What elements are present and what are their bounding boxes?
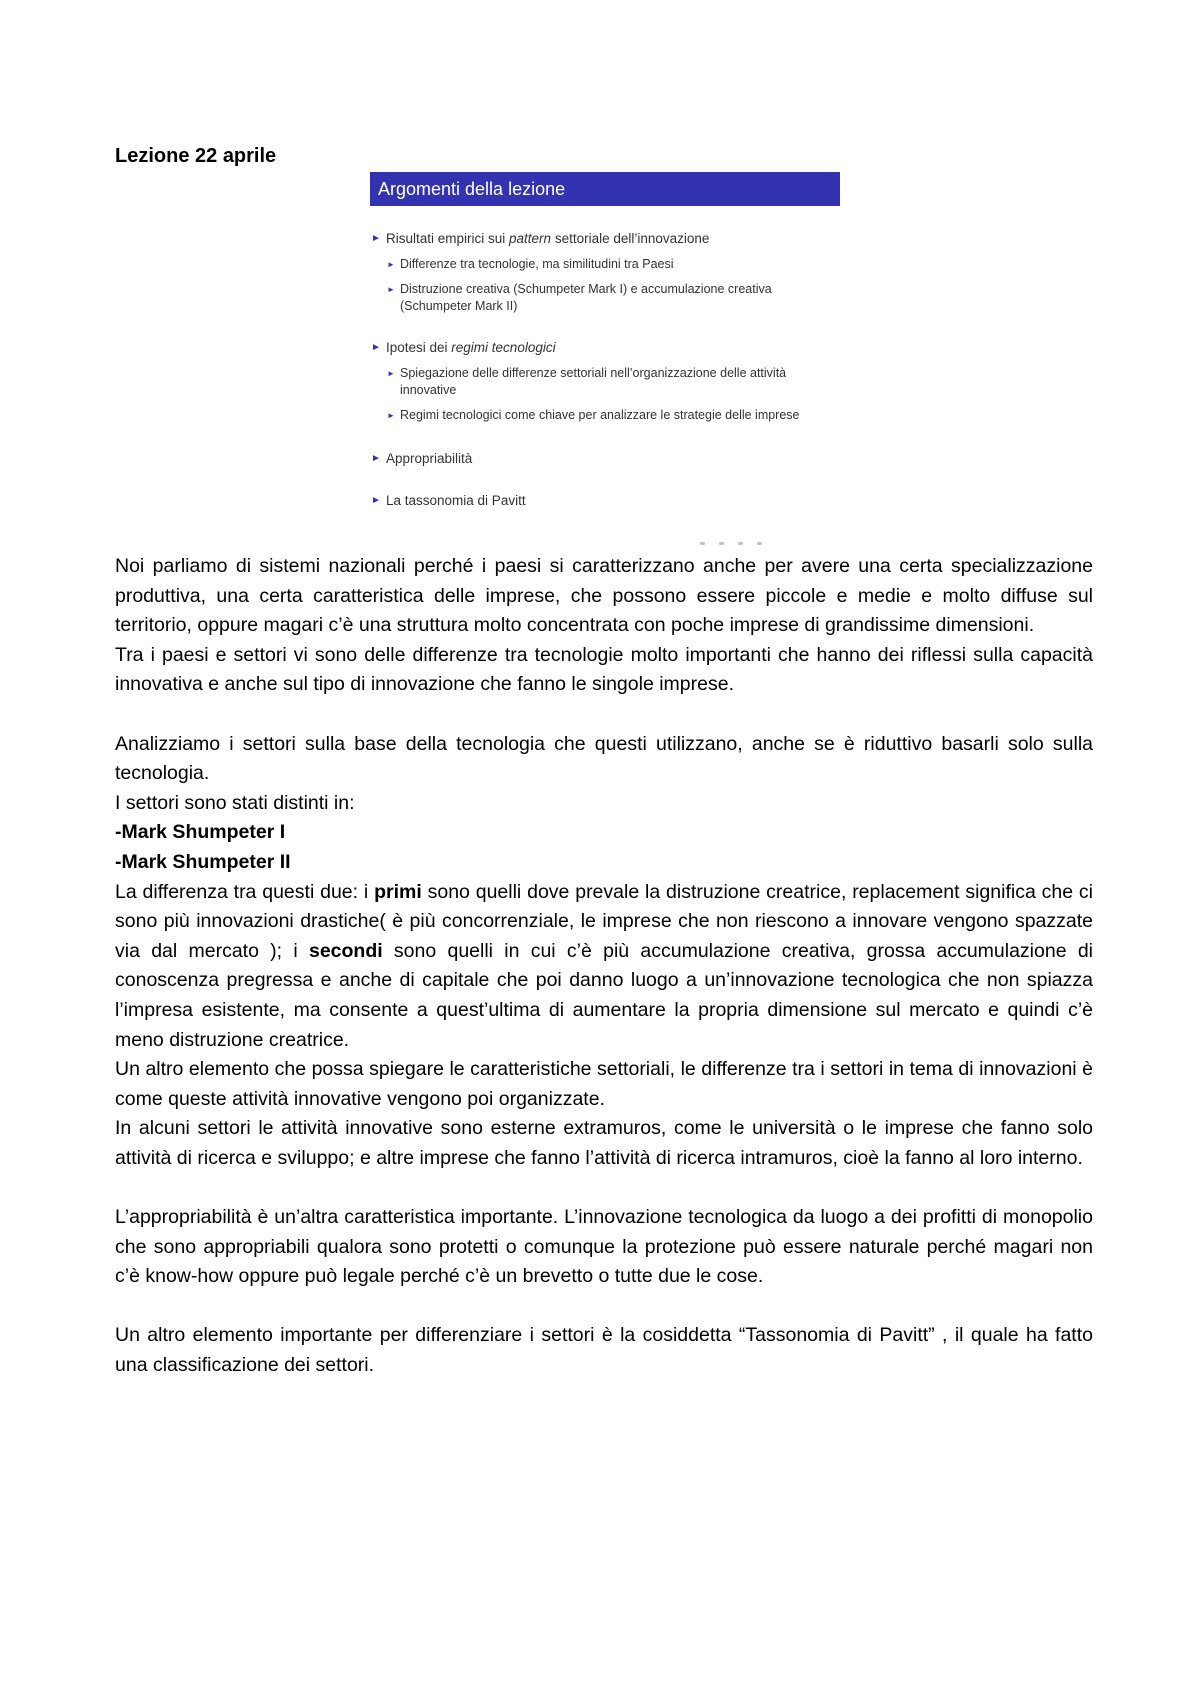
slide-bullet-list	[370, 230, 840, 510]
slide-subitem: ► Distruzione creativa (Schumpeter Mark I) e accumulazione creativa (Schumpeter Mark II)	[387, 282, 772, 313]
slide-header: Argomenti della lezione	[370, 172, 840, 206]
paragraph: La differenza tra questi due: i primi sono quelli dove prevale la distruzione creatrice, replacement significa che ci sono più innovazioni drastiche( è più concorrenziale, le imprese che non riescono a innovare vengono spazzate via dal mercato ); i secondi sono quelli in cui c’è più accumulazione creativa, grossa accumulazione di conoscenza pregressa e anche di capitale che poi danno luogo a un’innovazione tecnologica che non spiazza l’impresa esistente, ma consente a quest’ultima di aumentare la propria dimensione sul mercato e quindi c’è meno distruzione creatrice.	[115, 880, 1093, 1051]
paragraph: L’appropriabilità è un’altra caratteristica importante. L’innovazione tecnologica da luogo a dei profitti di monopolio che sono appropriabili qualora sono protetti o comunque la protezione può essere naturale perché magari non c’è know-how oppure può legale perché c’è un brevetto o tutte due le cose.	[115, 1206, 1093, 1288]
paragraph: Analizziamo i settori sulla base della tecnologia che questi utilizzano, anche se è riduttivo basarli solo sulla tecnologia.	[115, 732, 1093, 785]
paragraph: In alcuni settori le attività innovative sono esterne extramuros, come le università o le imprese che fanno solo attività di ricerca e sviluppo; e altre imprese che fanno l’attività di ricerca intramuros, cioè la fanno al loro interno.	[115, 1117, 1093, 1169]
triangle-bullet-icon: ►	[371, 453, 381, 464]
triangle-bullet-icon: ►	[387, 411, 395, 420]
slide-subitem: ► Spiegazione delle differenze settoriali nell’organizzazione delle attività innovative	[387, 366, 787, 397]
slide-image	[370, 172, 840, 552]
triangle-bullet-icon: ►	[371, 495, 381, 506]
page-title: Lezione 22 aprile	[115, 145, 277, 167]
paragraph: I settori sono stati distinti in:	[115, 791, 355, 814]
triangle-bullet-icon: ►	[371, 342, 381, 353]
slide-item: ► Risultati empirici sui pattern settoriale dell’innovazione ► Differenze tra tecnologie, ma similitudini tra Paesi ► Distruzione creativa (Schumpeter Mark I) e accumulazione creativa (Schumpeter Mark II)	[370, 230, 840, 315]
triangle-bullet-icon: ►	[387, 260, 395, 269]
slide-subitem: ► Differenze tra tecnologie, ma similitudini tra Paesi	[387, 257, 674, 271]
paragraph: Un altro elemento importante per differenziare i settori è la cosiddetta “Tassonomia di Pavitt” , il quale ha fatto una classificazione dei settori.	[115, 1324, 1093, 1377]
paragraph: Noi parliamo di sistemi nazionali perché i paesi si caratterizzano anche per avere una certa specializzazione produttiva, una certa caratteristica delle imprese, che possono essere piccole e medie e molto diffuse sul territorio, oppure magari c’è una struttura molto concentrata con poche imprese di grandissime dimensioni.	[115, 555, 1093, 637]
slide-subitem: ► Regimi tecnologici come chiave per analizzare le strategie delle imprese	[387, 408, 800, 422]
paragraph: Un altro elemento che possa spiegare le caratteristiche settoriali, le differenze tra i settori in tema di innovazioni è come queste attività innovative vengono poi organizzate.	[115, 1058, 1093, 1110]
document-body	[115, 552, 1093, 1381]
triangle-bullet-icon: ►	[387, 285, 395, 294]
paragraph: Tra i paesi e settori vi sono delle differenze tra tecnologie molto importanti che hanno dei riflessi sulla capacità innovativa e anche sul tipo di innovazione che fanno le singole imprese.	[115, 643, 1093, 696]
heading-mark-1: -Mark Shumpeter I	[115, 821, 286, 844]
slide-item: ► Ipotesi dei regimi tecnologici ► Spiegazione delle differenze settoriali nell’organizzazione delle attività innovative ► Regimi tecnologici come chiave per analizzare le strategie delle imprese	[370, 339, 840, 424]
slide-item: ► La tassonomia di Pavitt	[371, 493, 526, 508]
slide-nav-dots	[700, 542, 762, 545]
triangle-bullet-icon: ►	[387, 369, 395, 378]
heading-mark-2: -Mark Shumpeter II	[115, 850, 291, 873]
slide-item: ► Appropriabilità	[371, 451, 473, 466]
triangle-bullet-icon: ►	[371, 233, 381, 244]
